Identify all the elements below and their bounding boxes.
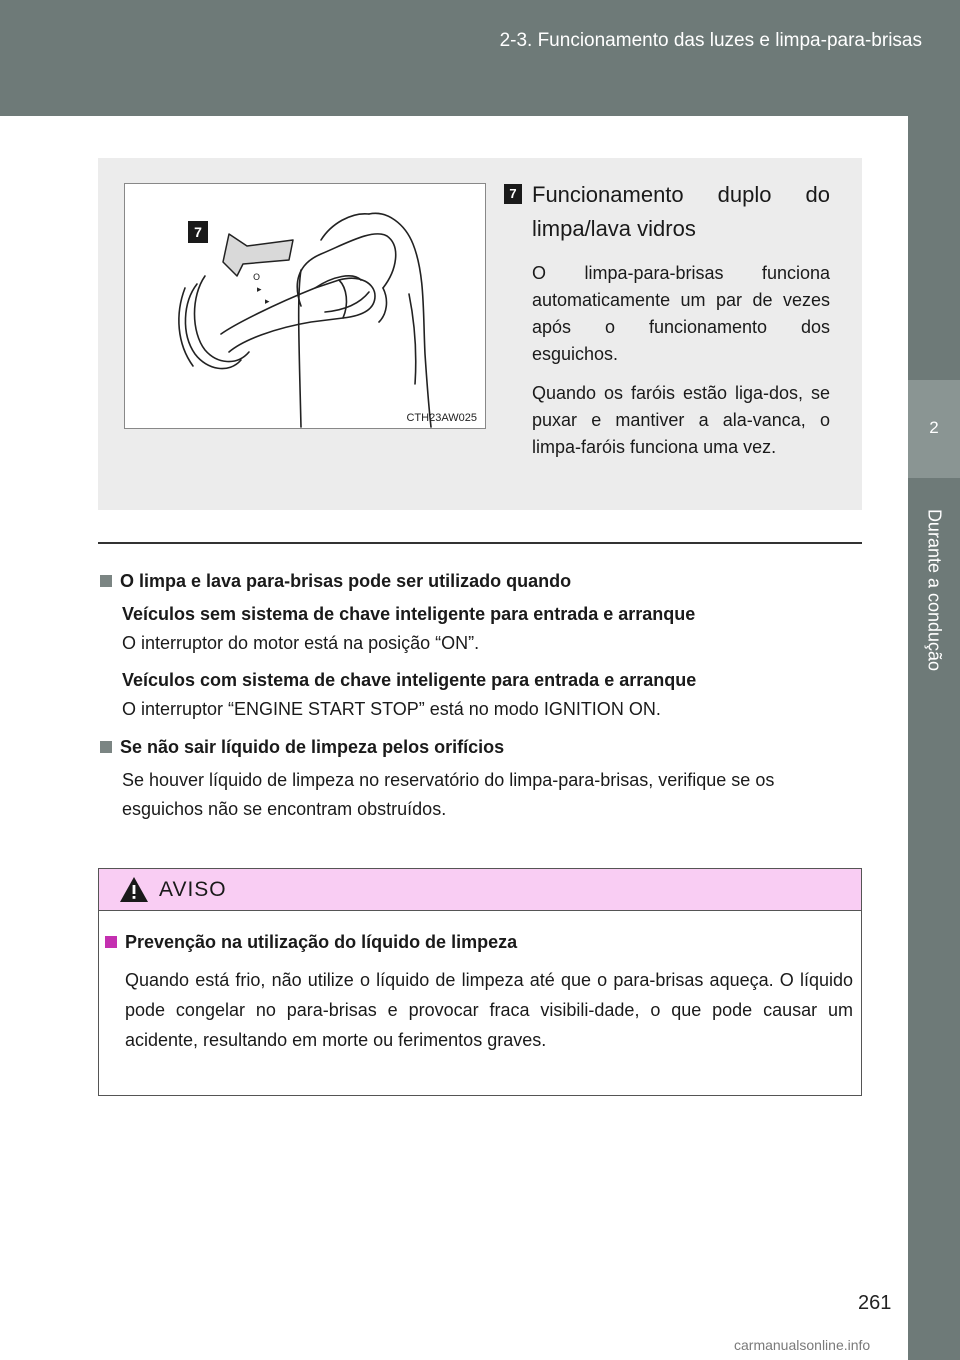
item-number-badge: 7 [504, 184, 522, 204]
section-title: 2-3. Funcionamento das luzes e limpa-para-brisas [499, 30, 922, 51]
chapter-number: 2 [929, 418, 939, 437]
warning-heading-text: Prevenção na utilização do líquido de limpeza [125, 932, 518, 952]
note-text: O interruptor “ENGINE START STOP” está no modo IGNITION ON. [122, 699, 661, 719]
page-number: 261 [858, 1292, 892, 1314]
wiper-lever-illustration [124, 183, 486, 429]
page-header [0, 0, 960, 116]
notes-section [98, 566, 858, 824]
note-body [122, 766, 858, 824]
svg-text:▸: ▸ [257, 285, 262, 295]
note-subheading: Veículos com sistema de chave inteligente para entrada e arranque [122, 670, 697, 690]
wiper-lever-drawing [125, 184, 485, 428]
note-text: Se houver líquido de limpeza no reservatório do limpa-para-brisas, verifique se os esguichos não se encontram obstruídos. [122, 770, 775, 819]
chapter-side-tab [908, 116, 960, 1360]
note-text: O interruptor do motor está na posição “ON”. [122, 633, 480, 653]
warning-header [99, 869, 861, 911]
square-bullet-icon [105, 936, 117, 948]
section-divider [98, 542, 862, 544]
warning-text: Quando está frio, não utilize o líquido de limpeza até que o para-brisas aqueça. O líquido pode congelar no para-brisas e provocar fraca visibili-dade, o que pode causar um acidente, resultando em morte ou ferimentos graves. [125, 970, 853, 1050]
warning-title: AVISO [159, 877, 227, 901]
note-body [122, 600, 858, 724]
square-bullet-icon [100, 575, 112, 587]
note-heading-text: Se não sair líquido de limpeza pelos orifícios [120, 737, 505, 757]
warning-heading [105, 927, 853, 957]
note-heading-text: O limpa e lava para-brisas pode ser utilizado quando [120, 571, 572, 591]
note-heading [98, 732, 858, 762]
pull-arrow-icon [223, 234, 293, 276]
square-bullet-icon [100, 741, 112, 753]
figure-paragraph: Quando os faróis estão liga-dos, se puxar e mantiver a ala-vanca, o limpa-faróis funciona uma vez. [532, 383, 830, 457]
chapter-label: Durante a condução [924, 508, 945, 672]
watermark: carmanualsonline.info [734, 1337, 871, 1353]
figure-callout-badge: 7 [188, 221, 208, 243]
note-subheading: Veículos sem sistema de chave inteligente para entrada e arranque [122, 604, 696, 624]
figure-title-text: Funcionamento duplo do limpa/lava vidros [532, 182, 830, 241]
svg-text:▸: ▸ [265, 297, 270, 307]
figure-title [504, 178, 830, 246]
warning-triangle-icon [119, 876, 149, 903]
svg-text:O: O [253, 273, 261, 283]
figure-paragraph: O limpa-para-brisas funciona automaticamente um par de vezes após o funcionamento dos esguichos. [532, 263, 830, 364]
figure-code: CTH23AW025 [406, 412, 477, 424]
warning-content [99, 911, 861, 1055]
note-heading [98, 566, 858, 596]
warning-box [98, 868, 862, 1096]
figure-description [504, 178, 830, 461]
